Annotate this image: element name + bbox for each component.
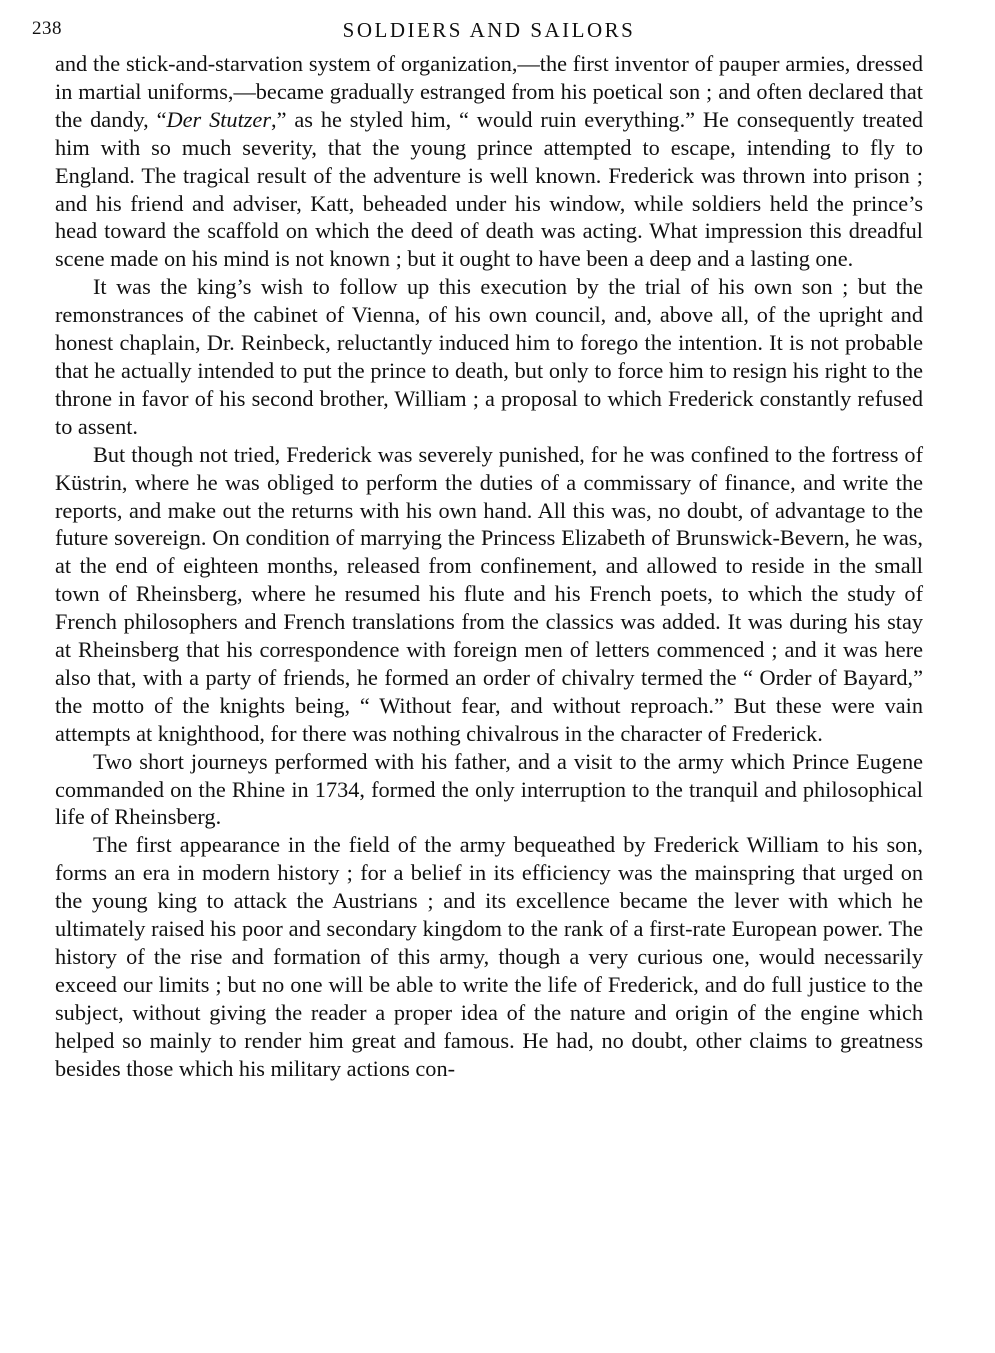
- running-title: SOLDIERS AND SAILORS: [342, 18, 636, 42]
- page-number: 238: [32, 18, 62, 39]
- paragraph-1-text-a: and the stick-and-starvation system of organization,—the first inventor of pauper armies, dressed in martial uniforms,—became gradually estranged from his poetical son ; and often declared that the dandy, “: [55, 51, 923, 132]
- running-head: [32, 14, 923, 50]
- paragraph-5: The first appearance in the field of the army bequeathed by Frederick William to his son, forms an era in modern history ; for a belief in its efficiency was the mainspring that urged on the young king to attack the Austrians ; and its excellence became the lever with which he ultimately raised his poor and secondary kingdom to the rank of a first-rate European power. The history of the rise and formation of this army, though a very curious one, would necessarily exceed our limits ; but no one will be able to write the life of Frederick, and do full justice to the subject, without giving the reader a proper idea of the nature and origin of the engine which helped so mainly to render him great and famous. He had, no doubt, other claims to greatness besides those which his military actions con-: [55, 832, 923, 1081]
- paragraph-1: [55, 50, 923, 273]
- paragraph-4: Two short journeys performed with his father, and a visit to the army which Prince Eugene commanded on the Rhine in 1734, formed the only interruption to the tranquil and philosophical life of Rheinsberg.: [55, 748, 923, 830]
- paragraph-1-italic-der-stutzer: Der Stutzer: [166, 106, 272, 132]
- paragraph-1-text-b: ,” as he styled him, “ would ruin everything.” He consequently treated him with so much severity, that the young prince attempted to escape, intending to fly to England. The tragical result of the adventure is well known. Frederick was thrown into prison ; and his friend and adviser, Katt, beheaded under his window, while soldiers held the prince’s head toward the scaffold on which the deed of death was acting. What impression this dreadful scene made on his mind is not known ; but it ought to have been a deep and a lasting one.: [55, 106, 923, 272]
- book-page: [32, 14, 923, 1344]
- paragraph-2: It was the king’s wish to follow up this execution by the trial of his own son ; but the remonstrances of the cabinet of Vienna, of his own council, and, above all, of the upright and honest chaplain, Dr. Reinbeck, reluctantly induced him to forego the intention. It is not probable that he actually intended to put the prince to death, but only to force him to resign his right to the throne in favor of his second brother, William ; a proposal to which Frederick constantly refused to assent.: [55, 274, 923, 439]
- paragraph-3: But though not tried, Frederick was severely punished, for he was confined to the fortress of Küstrin, where he was obliged to perform the duties of a commissary of finance, and write the reports, and make out the returns with his own hand. All this was, no doubt, of advantage to the future sovereign. On condition of marrying the Princess Elizabeth of Brunswick-Bevern, he was, at the end of eighteen months, released from confinement, and allowed to reside in the small town of Rheinsberg, where he resumed his flute and his French poets, to which the study of French philosophers and French translations from the classics was added. It was during his stay at Rheinsberg that his correspondence with foreign men of letters commenced ; and it was here also that, with a party of friends, he formed an order of chivalry termed the “ Order of Bayard,” the motto of the knights being, “ Without fear, and without reproach.” But these were vain attempts at knighthood, for there was nothing chivalrous in the character of Frederick.: [55, 441, 923, 746]
